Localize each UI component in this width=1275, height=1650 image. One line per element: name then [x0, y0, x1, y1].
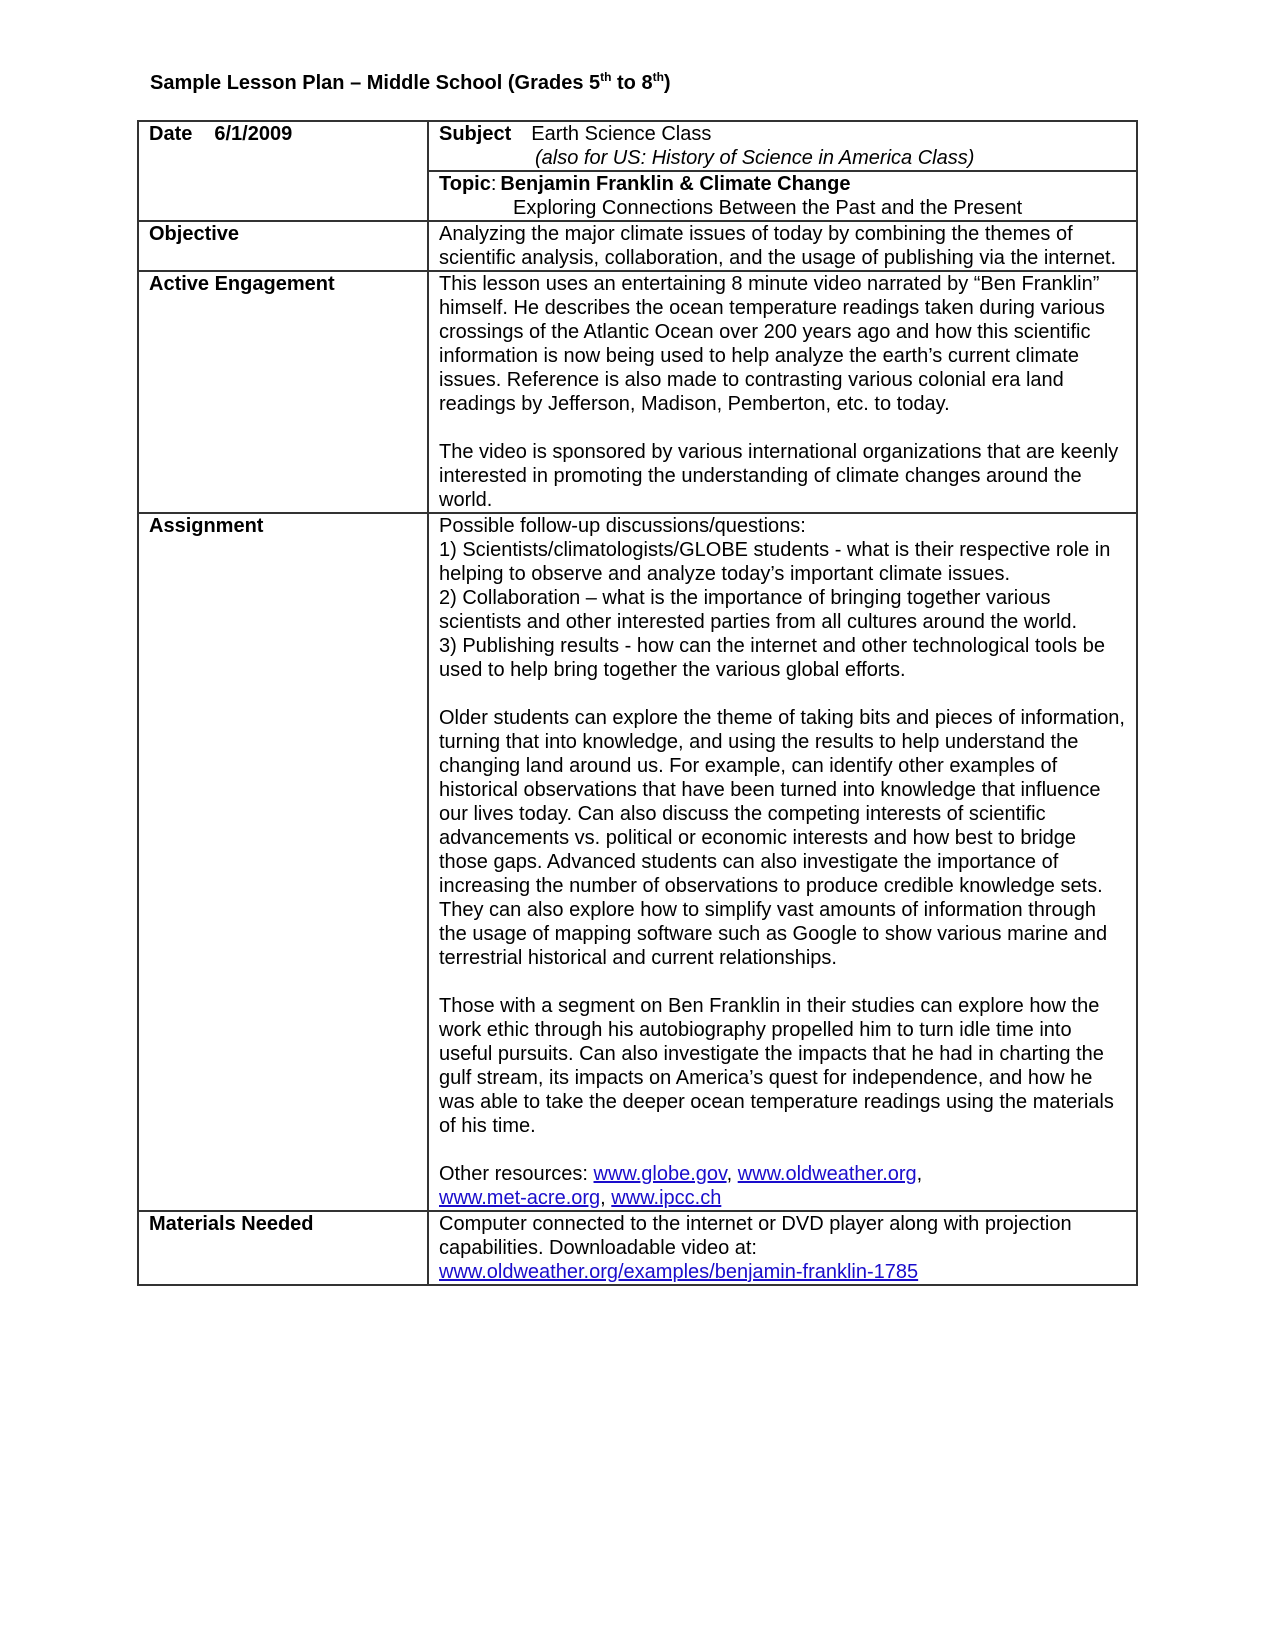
assignment-question-3: 3) Publishing results - how can the internet and other technological tools be used to help bring together the various global efforts.: [439, 635, 1105, 681]
subject-value: Earth Science Class: [531, 123, 712, 145]
link-met-acre[interactable]: www.met-acre.org: [439, 1187, 601, 1209]
subject-note: (also for US: History of Science in America Class): [535, 147, 975, 169]
objective-row: [138, 221, 1137, 271]
topic-subtitle: Exploring Connections Between the Past and the Present: [513, 197, 1023, 219]
subject-cell: [428, 121, 1137, 171]
materials-content: [428, 1211, 1137, 1285]
link-video-download[interactable]: www.oldweather.org/examples/benjamin-franklin-1785: [439, 1261, 919, 1283]
assignment-question-1: 1) Scientists/climatologists/GLOBE students - what is their respective role in helping to observe and analyze today’s important climate issues.: [439, 539, 1111, 585]
date-label: Date: [149, 123, 193, 145]
date-cell: [138, 121, 428, 221]
link-ipcc[interactable]: www.ipcc.ch: [611, 1187, 722, 1209]
topic-value: Benjamin Franklin & Climate Change: [500, 173, 851, 195]
topic-label: Topic: [439, 173, 491, 195]
page-title: Sample Lesson Plan – Middle School (Grades 5th to 8th): [150, 70, 671, 94]
link-globe[interactable]: www.globe.gov: [593, 1163, 727, 1185]
topic-cell: Topic: Benjamin Franklin & Climate Change Exploring Connections Between the Past and the Present: [428, 171, 1137, 221]
active-engagement-paragraph-1: This lesson uses an entertaining 8 minute video narrated by “Ben Franklin” himself. He describes the ocean temperature readings taken during various crossings of the Atlantic Ocean over 200 years ago and how this scientific information is now being used to help analyze the earth’s current climate issues. Reference is also made to contrasting various colonial era land readings by Jefferson, Madison, Pemberton, etc. to today.: [439, 273, 1105, 415]
objective-label: Objective: [138, 221, 428, 271]
materials-label: Materials Needed: [138, 1211, 428, 1285]
date-value: 6/1/2009: [214, 123, 293, 145]
materials-text: Computer connected to the internet or DVD player along with projection capabilities. Downloadable video at:: [439, 1213, 1072, 1259]
other-resources-label: Other resources:: [439, 1163, 594, 1185]
link-oldweather[interactable]: www.oldweather.org: [737, 1163, 917, 1185]
subject-label: Subject: [439, 123, 512, 145]
other-resources: Other resources: www.globe.gov, www.oldweather.org, www.met-acre.org, www.ipcc.ch: [439, 1163, 923, 1209]
assignment-question-2: 2) Collaboration – what is the importance of bringing together various scientists and other interested parties from all cultures around the world.: [439, 587, 1078, 633]
subject-row: [138, 121, 1137, 171]
active-engagement-row: [138, 271, 1137, 513]
assignment-older-students: Older students can explore the theme of taking bits and pieces of information, turning that into knowledge, and using the results to help understand the changing land around us. For example, can identify other examples of historical observations that have been turned into knowledge that influence our lives today. Can also discuss the competing interests of scientific advancements vs. political or economic interests and how best to bridge those gaps. Advanced students can also investigate the importance of increasing the number of observations to produce credible knowledge sets. They can also explore how to simplify vast amounts of information through the usage of mapping software such as Google to show various marine and terrestrial historical and current relationships.: [439, 707, 1125, 969]
lesson-plan-table: [137, 120, 1138, 1286]
materials-row: [138, 1211, 1137, 1285]
assignment-row: [138, 513, 1137, 1211]
objective-text: Analyzing the major climate issues of today by combining the themes of scientific analysis, collaboration, and the usage of publishing via the internet.: [428, 221, 1137, 271]
assignment-label: Assignment: [138, 513, 428, 1211]
active-engagement-paragraph-2: The video is sponsored by various international organizations that are keenly interested in promoting the understanding of climate changes around the world.: [439, 441, 1119, 511]
assignment-intro: Possible follow-up discussions/questions:: [439, 515, 806, 537]
active-engagement-content: [428, 271, 1137, 513]
active-engagement-label: Active Engagement: [138, 271, 428, 513]
assignment-ben-franklin: Those with a segment on Ben Franklin in their studies can explore how the work ethic through his autobiography propelled him to turn idle time into useful pursuits. Can also investigate the impacts that he had in charting the gulf stream, its impacts on America’s quest for independence, and how he was able to take the deeper ocean temperature readings using the materials of his time.: [439, 995, 1114, 1137]
assignment-content: [428, 513, 1137, 1211]
